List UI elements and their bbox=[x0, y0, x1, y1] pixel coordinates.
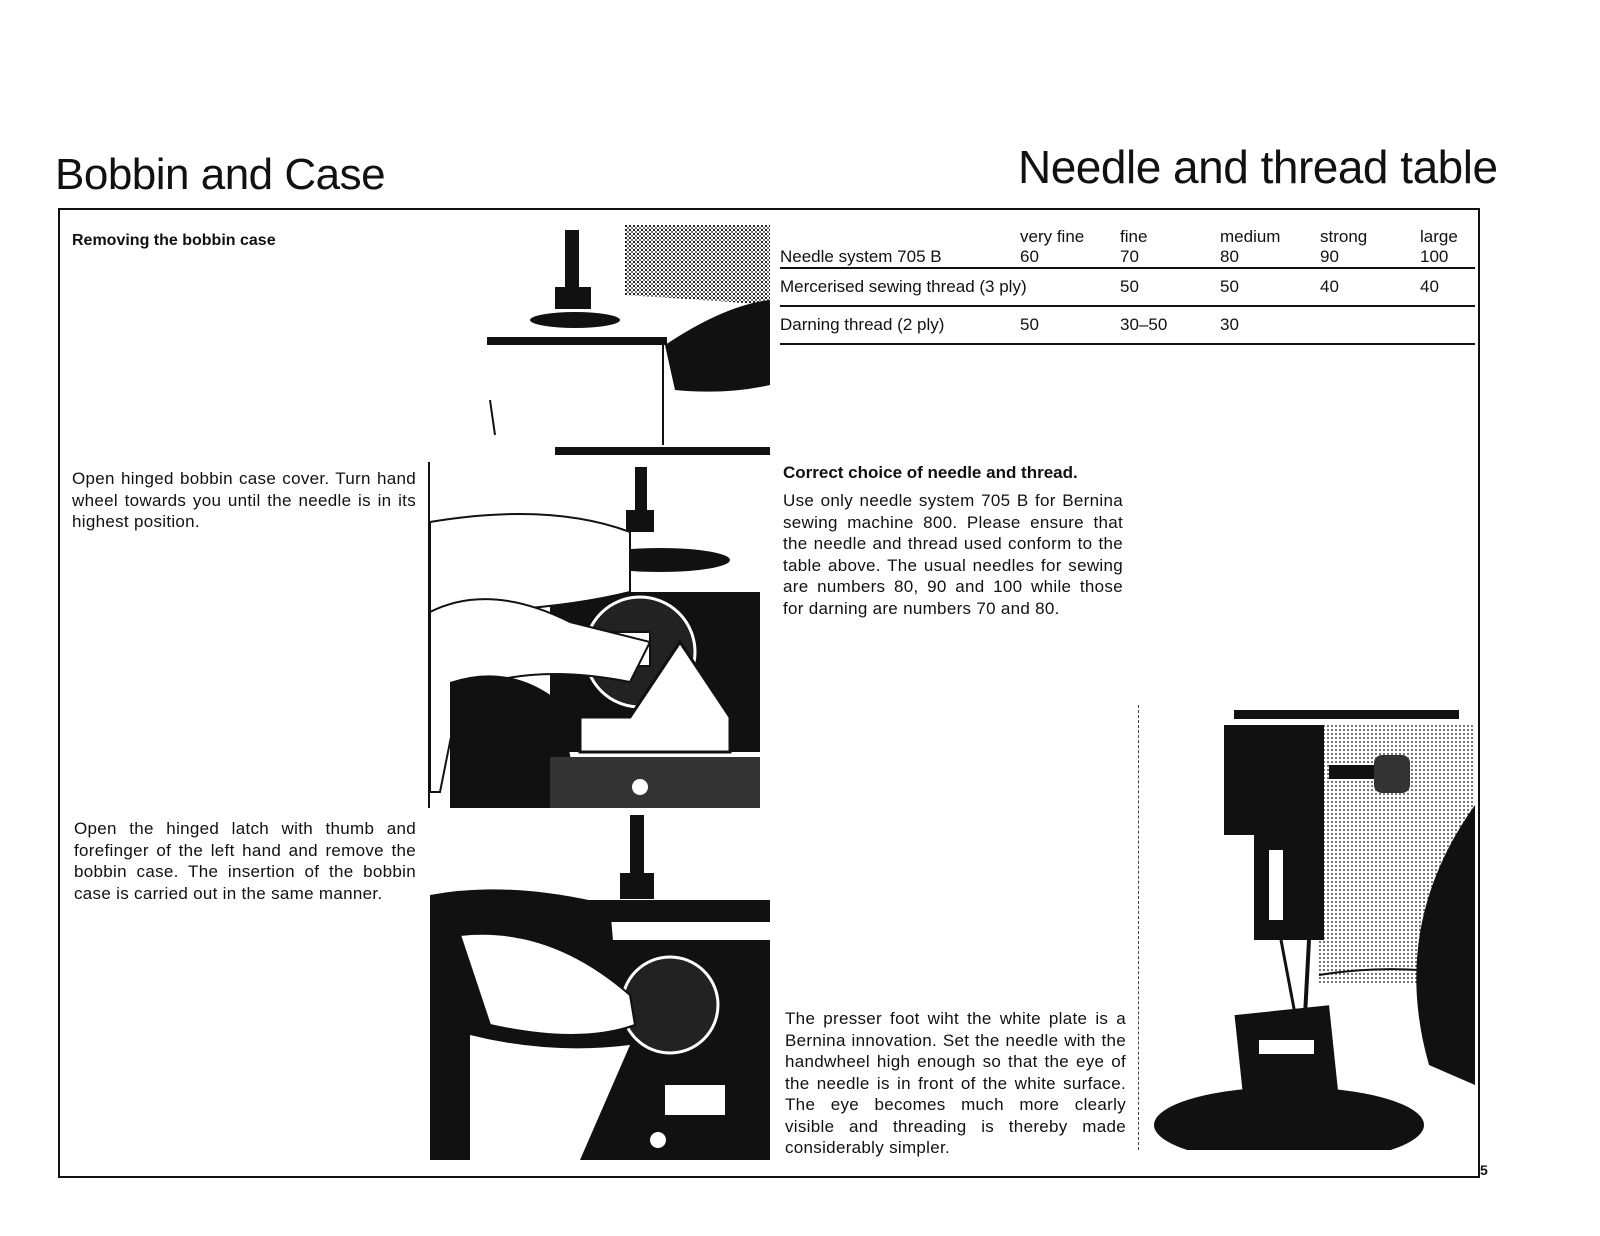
hand-bobbin-illustration-icon bbox=[430, 815, 770, 1160]
presser-foot-illustration-icon bbox=[1139, 705, 1475, 1150]
row-label: Needle system 705 B bbox=[780, 247, 942, 266]
column-header: strong 90 bbox=[1320, 227, 1368, 266]
page-number: 5 bbox=[1480, 1162, 1488, 1178]
row-label: Mercerised sewing thread (3 ply) bbox=[780, 277, 1027, 296]
table-cell: 50 bbox=[1220, 277, 1239, 296]
table-cell: 50 bbox=[1120, 277, 1139, 296]
sewing-machine-illustration-icon bbox=[425, 225, 770, 455]
instruction-step-1: Open hinged bobbin case cover. Turn hand wheel towards you until the needle is in its highest position. bbox=[72, 469, 416, 531]
column-header: fine 70 bbox=[1120, 227, 1148, 266]
table-cell: 40 bbox=[1420, 277, 1439, 296]
bobbin-case-illustration-icon bbox=[430, 462, 772, 808]
table-cell bbox=[1420, 306, 1475, 344]
section-heading-removing-bobbin: Removing the bobbin case bbox=[72, 232, 276, 249]
correct-choice-paragraph: Use only needle system 705 B for Bernina sewing machine 800. Please ensure that the needle and thread used conform to the table above. The usual needles for sewing are numbers 80, 90 and 100 while those for darning are numbers 70 and 80. bbox=[783, 491, 1123, 618]
column-header: large 100 bbox=[1420, 227, 1458, 266]
photo-bobbin-cover bbox=[425, 225, 770, 455]
photo-open-bobbin-area bbox=[428, 462, 772, 808]
instruction-step-2: Open the hinged latch with thumb and forefinger of the left hand and remove the bobbin case. The insertion of the bobbin case is carried out in the same manner. bbox=[74, 819, 416, 903]
table-cell bbox=[1320, 306, 1420, 344]
page-title-right: Needle and thread table bbox=[1018, 141, 1498, 193]
table-row bbox=[780, 268, 1475, 306]
photo-presser-foot bbox=[1138, 705, 1475, 1150]
column-header: medium 80 bbox=[1220, 227, 1281, 266]
needle-thread-table bbox=[780, 218, 1475, 345]
table-cell: 50 bbox=[1020, 315, 1039, 334]
table-cell: 40 bbox=[1320, 277, 1339, 296]
section-heading-correct-choice: Correct choice of needle and thread. bbox=[783, 463, 1078, 482]
photo-remove-bobbin-case bbox=[430, 815, 770, 1160]
table-cell: 30 bbox=[1220, 315, 1239, 334]
page-title-left: Bobbin and Case bbox=[55, 150, 386, 199]
table-cell: 30–50 bbox=[1120, 315, 1168, 334]
table-row bbox=[780, 306, 1475, 344]
column-header: very fine 60 bbox=[1020, 227, 1085, 266]
presser-foot-paragraph: The presser foot wiht the white plate is a Bernina innovation. Set the needle with the handwheel high enough so that the eye of the needle is in front of the white surface. The eye becomes much more clearly visible and threading is thereby made considerably simpler. bbox=[785, 1009, 1126, 1157]
table-row bbox=[780, 218, 1475, 268]
row-label: Darning thread (2 ply) bbox=[780, 315, 945, 334]
